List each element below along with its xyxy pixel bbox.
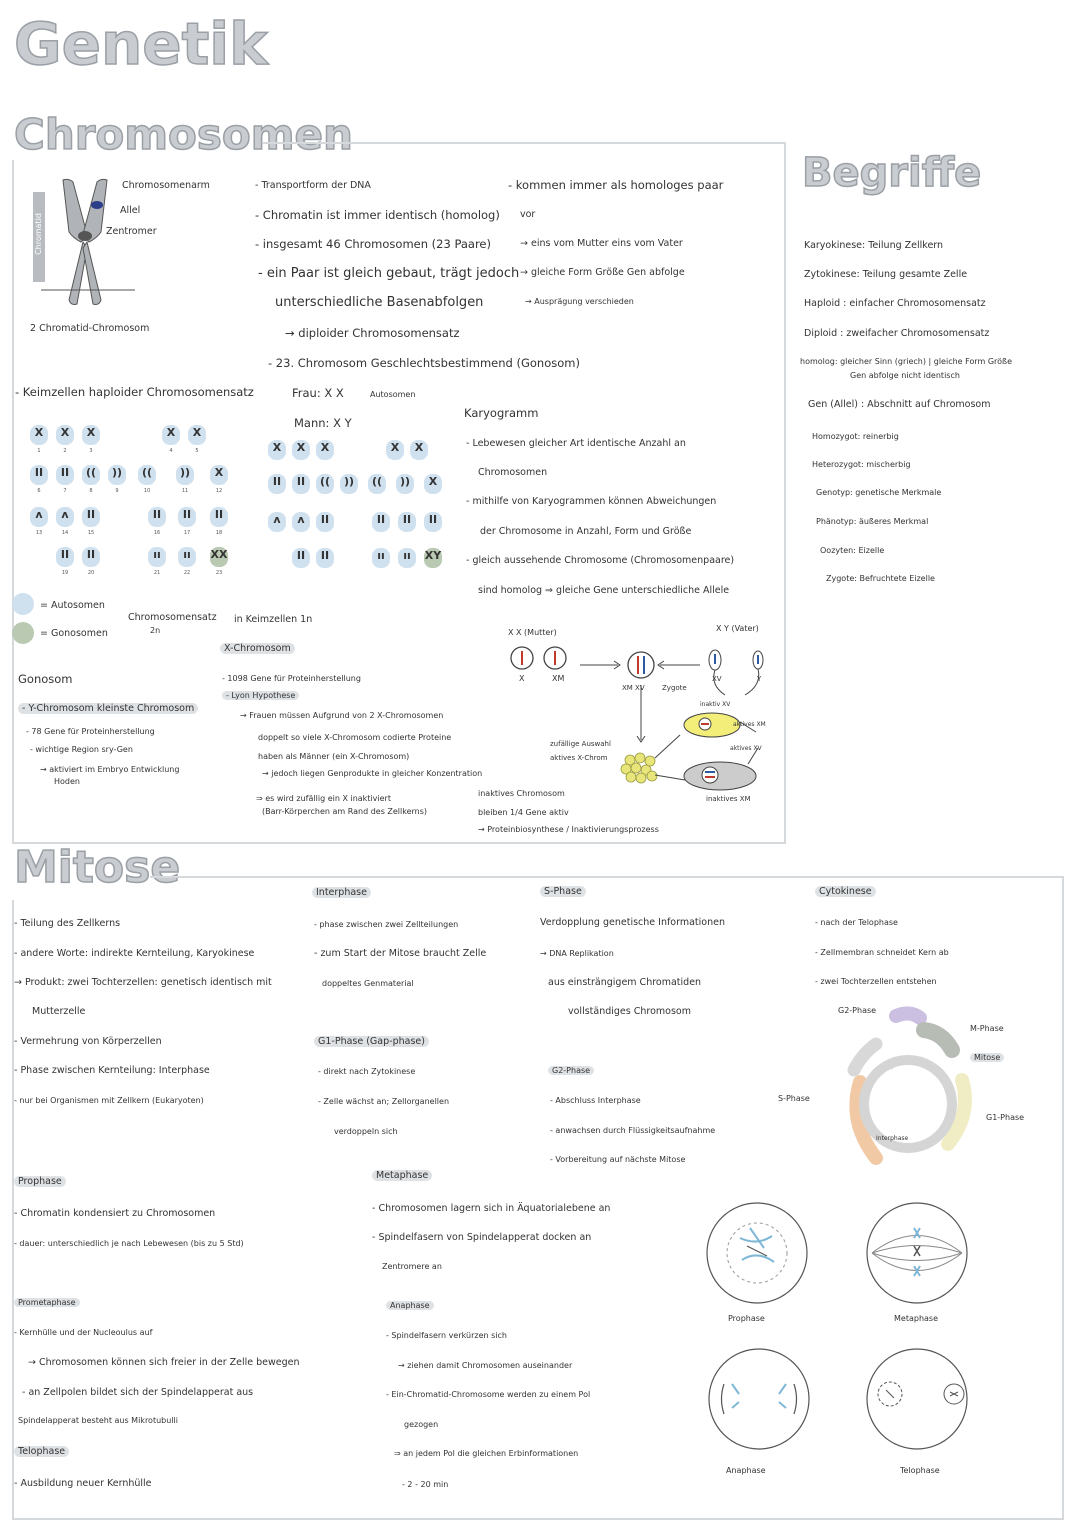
lyon-inaktiv-xv: inaktiv XV: [700, 701, 731, 708]
chrom-col1-line: - 23. Chromosom Geschlechtsbestimmend (Gonosom): [268, 356, 580, 370]
frau-label: Frau: X X: [292, 386, 344, 400]
cycle-inter: Interphase: [876, 1135, 909, 1142]
chromosome: X: [410, 440, 428, 460]
autosom-swatch: [12, 593, 34, 615]
sphase-line: aus einsträngigem Chromatiden: [548, 977, 702, 988]
chromosome: X 2: [56, 425, 74, 445]
chromosome: II: [424, 512, 442, 532]
chrom-col2-line: → Ausprägung verschieden: [525, 297, 634, 306]
begriff-item: Haploid : einfacher Chromosomensatz: [804, 298, 986, 309]
cell-telophase: [862, 1344, 972, 1454]
g2-line: - Abschluss Interphase: [550, 1096, 641, 1105]
chromosome: ʌ 14: [56, 507, 74, 527]
x-chromosom-line: ⇒ es wird zufällig ein X inaktiviert: [256, 794, 391, 803]
x-chromosom-line: haben als Männer (ein X-Chromosom): [258, 752, 410, 761]
cycle-g1: G1-Phase: [986, 1113, 1025, 1122]
x-chromosom-line: → jedoch liegen Genprodukte in gleicher Konzentration: [262, 769, 483, 778]
g2-title: G2-Phase: [548, 1066, 594, 1076]
chromosome: )) 11: [176, 465, 194, 485]
begriff-item: homolog: gleicher Sinn (griech) | gleiche Form Größe: [800, 357, 1012, 366]
cell-anaphase: [704, 1344, 814, 1454]
chrom-col1-line: - Transportform der DNA: [255, 180, 371, 191]
lyon-vater: X Y (Vater): [716, 624, 759, 633]
cycle-m: M-Phase: [970, 1024, 1004, 1033]
metaphase-title: Metaphase: [372, 1170, 432, 1182]
begriff-item: Zygote: Befruchtete Eizelle: [826, 574, 935, 583]
cytokinese-line: - zwei Tochterzellen entstehen: [815, 977, 937, 986]
allel-label: Allel: [120, 205, 141, 216]
gonosom-title: Gonosom: [18, 672, 73, 686]
begriff-item: Phänotyp: äußeres Merkmal: [816, 517, 929, 526]
chromosome: X: [268, 440, 286, 460]
cell-metaphase: [862, 1198, 972, 1308]
lyon-mutter: X X (Mutter): [508, 628, 557, 637]
chromosome: II 17: [178, 507, 196, 527]
cycle-s: S-Phase: [778, 1094, 810, 1103]
chromosome: II 20: [82, 547, 100, 567]
legend-chromosomensatz: Chromosomensatz: [128, 612, 217, 623]
cytokinese-line: - Zellmembran schneidet Kern ab: [815, 948, 949, 957]
legend-gonosomen: = Gonosomen: [40, 628, 108, 639]
cytokinese-title: Cytokinese: [815, 886, 876, 898]
lyon-x: X: [519, 674, 525, 683]
lyon-zygote: Zygote: [662, 684, 687, 692]
chromosome: X 3: [82, 425, 100, 445]
legend-2n: 2n: [150, 626, 161, 635]
chromosome: II: [292, 474, 310, 494]
cell-ana-label: Anaphase: [726, 1466, 766, 1475]
x-chromosom-line: - Lyon Hypothese: [222, 691, 299, 701]
legend-autosomen: = Autosomen: [40, 600, 105, 611]
begriff-item: Genotyp: genetische Merkmale: [816, 488, 942, 497]
chromosome: )): [396, 474, 414, 494]
mitose-intro-line: → Produkt: zwei Tochterzellen: genetisch identisch mit: [14, 977, 272, 988]
x-chromosom-line: doppelt so viele X-Chromosom codierte Proteine: [258, 733, 452, 742]
chrom-col2-line: → gleiche Form Größe Gen abfolge: [520, 267, 685, 278]
mitose-intro-line: Mutterzelle: [32, 1006, 86, 1017]
lyon-xmxv: XM XV: [622, 684, 645, 692]
chrom-col2-line: vor: [520, 209, 536, 220]
metaphase-line: Zentromere an: [382, 1262, 442, 1271]
prophase-line: - dauer: unterschiedlich je nach Lebewesen (bis zu 5 Std): [14, 1239, 244, 1248]
zentromer-label: Zentromer: [106, 226, 157, 237]
chrom-col1-line: - insgesamt 46 Chromosomen (23 Paare): [255, 237, 491, 251]
karyogram-female: [30, 425, 240, 590]
mann-label: Mann: X Y: [294, 416, 352, 430]
cell-cycle-diagram: [820, 1002, 990, 1182]
g2-line: - Vorbereitung auf nächste Mitose: [550, 1155, 686, 1164]
cycle-mitose: Mitose: [970, 1053, 1004, 1063]
chromosome: II: [292, 548, 310, 568]
chromosome: X 5: [188, 425, 206, 445]
lyon-xv: XV: [712, 675, 722, 683]
chromosome: II 16: [148, 507, 166, 527]
mitose-intro-line: - Phase zwischen Kernteilung: Interphase: [14, 1065, 210, 1076]
legend-keimzellen: in Keimzellen 1n: [234, 614, 313, 625]
mitose-intro-line: - Teilung des Zellkerns: [14, 918, 121, 929]
chromosome: ıı: [372, 548, 390, 568]
x-chromosom-line: (Barr-Körperchen am Rand des Zellkerns): [262, 807, 428, 816]
chromosome: II: [372, 512, 390, 532]
chromosome: ıı 22: [178, 547, 196, 567]
lyon-xm: XM: [552, 674, 565, 683]
chrom-col1-line: - ein Paar ist gleich gebaut, trägt jedoch: [258, 266, 520, 281]
begriff-item: Zytokinese: Teilung gesamte Zelle: [804, 269, 968, 280]
chromosomenarm-label: Chromosomenarm: [122, 180, 210, 191]
interphase-line: doppeltes Genmaterial: [322, 979, 414, 988]
chromosome: X 4: [162, 425, 180, 445]
mitose-box-top: [150, 876, 1064, 878]
karyogramm-line: - gleich aussehende Chromosome (Chromosomenpaare): [466, 555, 735, 566]
inaktiv-line: inaktives Chromosom: [478, 789, 565, 798]
karyogramm-line: der Chromosome in Anzahl, Form und Größe: [480, 526, 692, 537]
begriff-item: Oozyten: Eizelle: [820, 546, 885, 555]
chromosome: ıı 21: [148, 547, 166, 567]
gonosom-line: Hoden: [54, 777, 80, 786]
chromosome: X 12: [210, 465, 228, 485]
gonosom-swatch: [12, 622, 34, 644]
interphase-line: - phase zwischen zwei Zellteilungen: [314, 920, 459, 929]
metaphase-line: - Spindelfasern von Spindelapperat docken an: [372, 1232, 592, 1243]
begriff-item: Diploid : zweifacher Chromosomensatz: [804, 328, 990, 339]
x-chromosom-title: X-Chromosom: [220, 643, 295, 655]
chromosome: X: [316, 440, 334, 460]
chromosomen-box-top: [262, 142, 786, 144]
page-title: Genetik: [14, 10, 268, 78]
keimzellen-line: - Keimzellen haploider Chromosomensatz: [15, 385, 254, 399]
interphase-line: - zum Start der Mitose braucht Zelle: [314, 948, 487, 959]
chromosome: X: [292, 440, 310, 460]
metaphase-line: - Chromosomen lagern sich in Äquatorialebene an: [372, 1203, 611, 1214]
karyogramm-line: - mithilfe von Karyogrammen können Abweichungen: [466, 496, 717, 507]
lyon-zufall: zufällige Auswahl: [550, 740, 611, 748]
chromosomen-heading: Chromosomen: [14, 110, 353, 159]
prometaphase-title: Prometaphase: [14, 1298, 80, 1308]
chromosome: ıı: [398, 548, 416, 568]
sphase-line: Verdopplung genetische Informationen: [540, 917, 725, 928]
gonosome: XY: [424, 548, 442, 568]
mitose-box-right: [1062, 876, 1064, 1520]
chromosome: X: [386, 440, 404, 460]
chromosome: X 1: [30, 425, 48, 445]
chromosome: X: [424, 474, 442, 494]
gonosome: XX 23: [210, 548, 228, 576]
karyogramm-line: - Lebewesen gleicher Art identische Anzahl an: [466, 438, 686, 449]
autosomen-small-label: Autosomen: [370, 390, 416, 399]
chromosome: II 18: [210, 507, 228, 527]
cell-prophase: [702, 1198, 812, 1308]
gonosom-line: - Y-Chromosom kleinste Chromosom: [18, 703, 198, 715]
inaktiv-line: bleiben 1/4 Gene aktiv: [478, 808, 569, 817]
anaphase-title: Anaphase: [386, 1301, 434, 1311]
chromosome: II: [316, 548, 334, 568]
chromosome: II 15: [82, 507, 100, 527]
lyon-aktiv-xm: aktives XM: [733, 721, 766, 728]
begriff-item: Gen abfolge nicht identisch: [850, 371, 960, 380]
begriff-item: Heterozygot: mischerbig: [812, 460, 911, 469]
sphase-title: S-Phase: [540, 886, 586, 898]
prometaphase-line: - Kernhülle und der Nucleoulus auf: [14, 1328, 153, 1337]
anaphase-line: - Spindelfasern verkürzen sich: [386, 1331, 507, 1340]
chromosome: II 6: [30, 465, 48, 485]
chromosome: II 19: [56, 547, 74, 567]
lyon-aktives-x: aktives X-Chrom: [550, 754, 608, 762]
cell-pro-label: Prophase: [728, 1314, 765, 1323]
karyogramm-line: sind homolog ⇒ gleiche Gene unterschiedliche Allele: [478, 585, 730, 596]
chrom-col1-line: - Chromatin ist immer identisch (homolog): [255, 208, 500, 222]
chromosome: ʌ 13: [30, 507, 48, 527]
lyon-inaktiv-xm: inaktives XM: [706, 795, 751, 803]
telophase-title: Telophase: [14, 1446, 69, 1458]
lyon-aktiv-xv: aktives XV: [730, 745, 762, 752]
gonosom-line: - 78 Gene für Proteinherstellung: [26, 727, 155, 736]
prophase-line: - Chromatin kondensiert zu Chromosomen: [14, 1208, 216, 1219]
chromosome: ʌ: [292, 512, 310, 532]
telophase-line: - Ausbildung neuer Kernhülle: [14, 1478, 152, 1489]
chromosomen-box-left: [12, 160, 14, 844]
begriff-item: Karyokinese: Teilung Zellkern: [804, 240, 944, 251]
x-chromosom-line: → Frauen müssen Aufgrund von 2 X-Chromosomen: [240, 711, 444, 720]
chromosome: ((: [368, 474, 386, 494]
prophase-title: Prophase: [14, 1176, 66, 1188]
sphase-line: vollständiges Chromosom: [568, 1006, 691, 1017]
karyogramm-title: Karyogramm: [464, 406, 539, 420]
interphase-title: Interphase: [312, 887, 371, 899]
gonosom-line: → aktiviert im Embryo Entwicklung: [40, 765, 180, 774]
anaphase-line: - 2 - 20 min: [402, 1480, 449, 1489]
chromosome: )): [340, 474, 358, 494]
cell-telo-label: Telophase: [900, 1466, 940, 1475]
diagram-caption: 2 Chromatid-Chromosom: [30, 323, 150, 334]
chromosome: II: [398, 512, 416, 532]
mitose-heading: Mitose: [14, 842, 181, 893]
chromosome: ((: [316, 474, 334, 494]
g1-title: G1-Phase (Gap-phase): [314, 1036, 429, 1048]
chromosome: II: [268, 474, 286, 494]
mitose-box-bottom: [12, 1518, 1064, 1520]
chromatid-label: Chromatid: [33, 213, 43, 255]
g2-line: - anwachsen durch Flüssigkeitsaufnahme: [550, 1126, 716, 1135]
chromosome: II: [316, 512, 334, 532]
cycle-g2: G2-Phase: [838, 1006, 877, 1015]
g1-line: - direkt nach Zytokinese: [318, 1067, 416, 1076]
anaphase-line: → ziehen damit Chromosomen auseinander: [398, 1361, 573, 1370]
chromosome-diagram: [25, 172, 165, 322]
chromosome: )) 9: [108, 465, 126, 485]
chrom-col1-line: unterschiedliche Basenabfolgen: [275, 295, 484, 310]
prometaphase-line: Spindelapperat besteht aus Mikrotubulli: [18, 1416, 178, 1425]
inaktiv-line: → Proteinbiosynthese / Inaktivierungsprozess: [478, 825, 659, 834]
chromosome: (( 10: [138, 465, 156, 485]
g1-line: - Zelle wächst an; Zellorganellen: [318, 1097, 450, 1106]
mitose-intro-line: - Vermehrung von Körperzellen: [14, 1036, 162, 1047]
chrom-col2-line: - kommen immer als homologes paar: [508, 178, 724, 192]
lyon-y: Y: [757, 675, 762, 683]
prometaphase-line: - an Zellpolen bildet sich der Spindelapperat aus: [22, 1387, 254, 1398]
chrom-col1-line: → diploider Chromosomensatz: [285, 326, 460, 340]
anaphase-line: ⇒ an jedem Pol die gleichen Erbinformationen: [394, 1449, 579, 1458]
prometaphase-line: → Chromosomen können sich freier in der Zelle bewegen: [28, 1357, 300, 1368]
karyogramm-line: Chromosomen: [478, 467, 548, 478]
anaphase-line: - Ein-Chromatid-Chromosome werden zu einem Pol: [386, 1390, 591, 1399]
mitose-intro-line: - nur bei Organismen mit Zellkern (Eukaryoten): [14, 1096, 204, 1105]
chrom-col2-line: → eins vom Mutter eins vom Vater: [520, 238, 683, 249]
cytokinese-line: - nach der Telophase: [815, 918, 898, 927]
anaphase-line: gezogen: [404, 1420, 439, 1429]
x-chromosom-line: - 1098 Gene für Proteinherstellung: [222, 674, 361, 683]
chromosome: (( 8: [82, 465, 100, 485]
karyogram-male: [268, 440, 458, 580]
cell-meta-label: Metaphase: [894, 1314, 939, 1323]
chromosome: II 7: [56, 465, 74, 485]
begriff-item: Gen (Allel) : Abschnitt auf Chromosom: [808, 399, 991, 410]
mitose-intro-line: - andere Worte: indirekte Kernteilung, Karyokinese: [14, 948, 255, 959]
chromosome: ʌ: [268, 512, 286, 532]
g1-line: verdoppeln sich: [334, 1127, 398, 1136]
begriff-item: Homozygot: reinerbig: [812, 432, 899, 441]
sphase-line: → DNA Replikation: [540, 949, 614, 958]
begriffe-heading: Begriffe: [802, 150, 982, 196]
gonosom-line: - wichtige Region sry-Gen: [30, 745, 133, 754]
